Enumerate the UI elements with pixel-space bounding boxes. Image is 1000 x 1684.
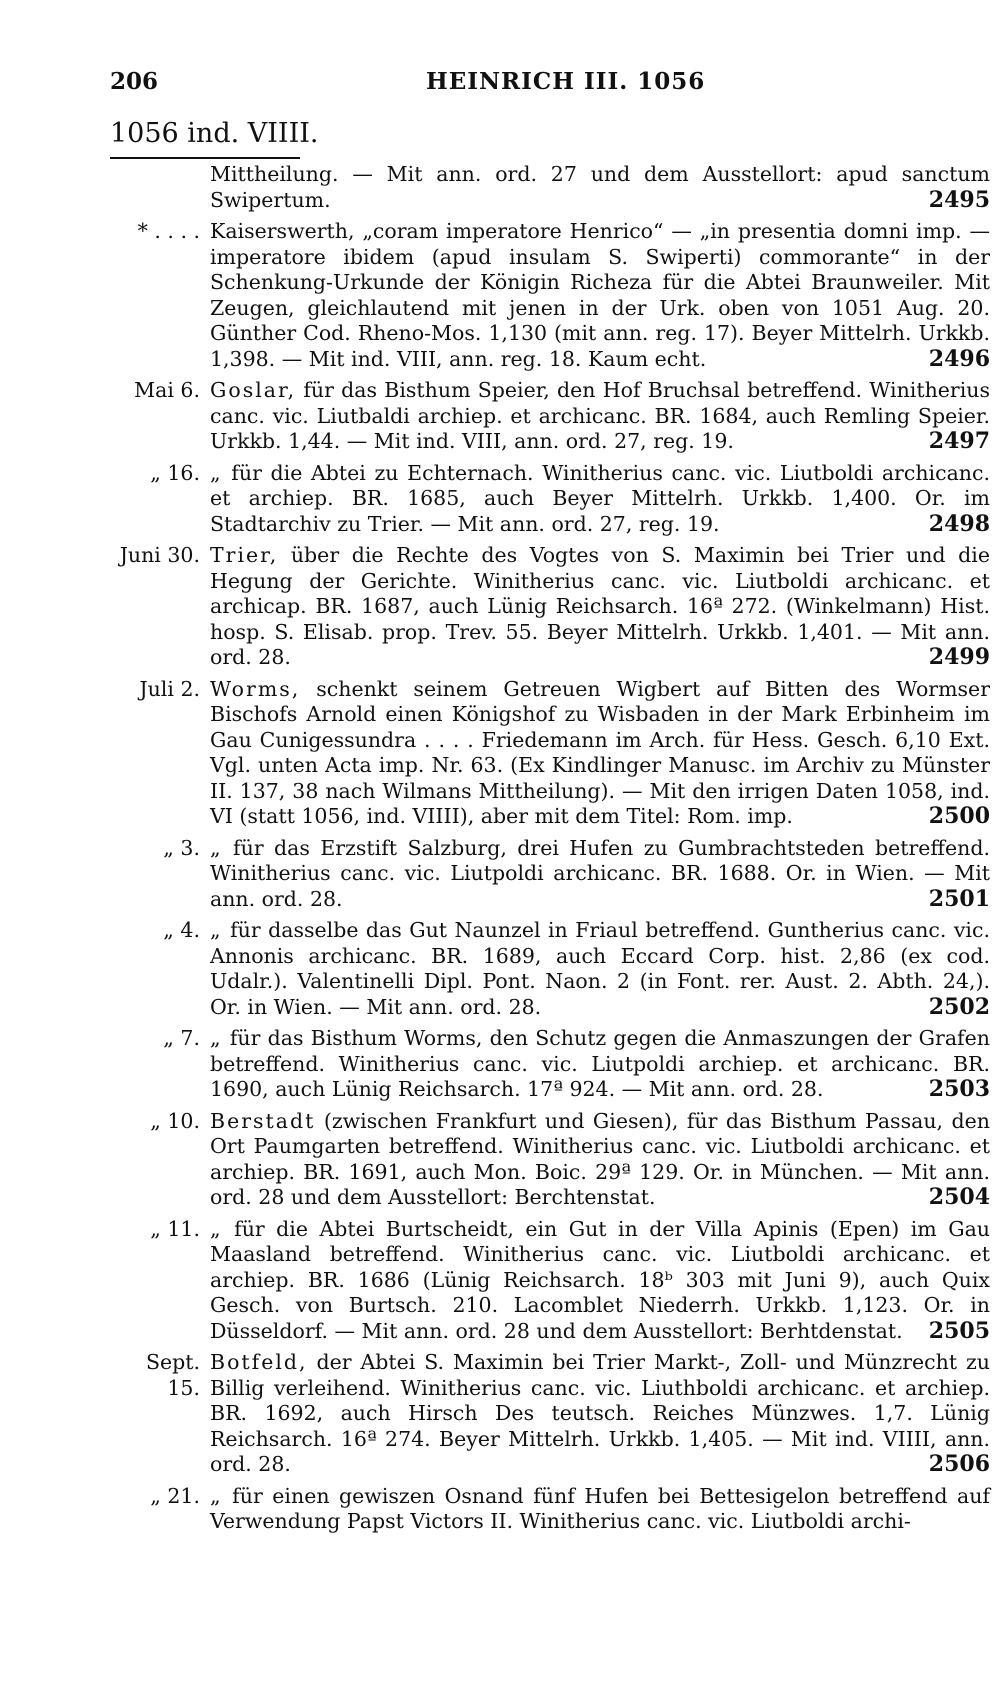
entry-place: Trier, [210,543,279,567]
entry-list [0,162,1000,1541]
entry-place: Worms, [210,676,301,701]
entry-number: 2501 [928,885,990,912]
entry-place: „ [210,835,223,860]
regest-entry [0,378,1000,455]
regest-entry [0,836,1000,913]
entry-text-block [210,1350,990,1478]
entry-place: Berstadt [210,1108,316,1133]
entry-text-block [210,1484,990,1535]
regest-entry [0,543,1000,671]
entry-text-block [210,677,990,830]
entry-place: Botfeld, [210,1350,308,1374]
regest-entry [0,1109,1000,1211]
entry-text-block [210,378,990,455]
entry-date: „ 4. [163,918,200,942]
entry-number: 2506 [928,1451,990,1477]
entry-text: für das Erzstift Salzburg, drei Hufen zu Gumbrachtsteden betreffend. Winitherius canc. vic. Liutpoldi archicanc. BR. 1688. Or. in Wien. — Mit ann. ord. 28. [210,835,990,911]
entry-text-block [210,162,990,213]
regest-entry [0,1350,1000,1478]
entry-number: 2497 [928,428,990,454]
entry-date: „ 11. [150,1216,200,1241]
entry-text: Kaiserswerth, „coram imperatore Henrico“ — „in presentia domni imp. — imperatore ibidem (apud insulam S. Swiperti) commorante“ in der Schenkung-Urkunde der Königin Richeza für die Abtei Braunweiler. Mit Zeugen, gleichlautend mit jenen in der Urk. oben von 1051 Aug. 20. Günther Cod. Rheno-Mos. 1,130 (mit ann. reg. 17). Beyer Mittelrh. Urkkb. 1,398. — Mit ind. VIII, ann. reg. 18. Kaum echt. [210,219,990,371]
entry-place: „ [210,1026,223,1050]
entry-number: 2500 [928,803,990,829]
entry-text-block [210,1109,990,1211]
entry-number: 2496 [928,345,990,372]
regest-entry [0,219,1000,372]
entry-number: 2504 [928,1184,990,1210]
entry-place: „ [210,918,223,942]
entry-text-block [210,543,990,671]
entry-text: für einen gewiszen Osnand fünf Hufen bei Bettesigelon betreffend auf Verwendung Papst Victors II. Winitherius canc. vic. Liutboldi archi- [210,1483,990,1533]
entry-date: * . . . . [137,219,200,243]
entry-text-block [210,219,990,372]
entry-date: „ 16. [150,460,200,485]
heading-rule [110,157,300,159]
entry-text-block [210,836,990,913]
entry-text: über die Rechte des Vogtes von S. Maximin bei Trier und die Hegung der Gerichte. Winitherius canc. vic. Liutboldi archicanc. et archicap. BR. 1687, auch Lünig Reichsarch. 16ª 272. (Winkelmann) Hist. hosp. S. Elisab. prop. Trev. 55. Beyer Mittelrh. Urkkb. 1,401. — Mit ann. ord. 28. [210,543,990,669]
entry-text-block [210,1217,990,1345]
entry-text: für die Abtei Burtscheidt, ein Gut in der Villa Apinis (Epen) im Gau Maasland betreffend. Winitherius canc. vic. Liutboldi archicanc. et archiep. BR. 1686 (Lünig Reichsarch. 18ᵇ 303 mit Juni 9), auch Quix Gesch. von Burtsch. 210. Lacomblet Niederrh. Urkkb. 1,123. Or. in Düsseldorf. — Mit ann. ord. 28 und dem Ausstellort: Berhtdenstat. [210,1216,990,1343]
entry-text: für dasselbe das Gut Naunzel in Friaul betreffend. Guntherius canc. vic. Annonis archicanc. BR. 1689, auch Eccard Corp. hist. 2,86 (ex cod. Udalr.). Valentinelli Dipl. Pont. Naon. 2 (in Font. rer. Aust. 2. Abth. 24,). Or. in Wien. — Mit ann. ord. 28. [210,918,990,1019]
entry-text: (zwischen Frankfurt und Giesen), für das Bisthum Passau, den Ort Paumgarten betreffend. Winitherius canc. vic. Liutboldi archicanc. et archiep. BR. 1691, auch Mon. Boic. 29ª 129. Or. in München. — Mit ann. ord. 28 und dem Ausstellort: Berchtenstat. [210,1108,990,1209]
entry-place: Goslar, [210,378,297,402]
entry-text-block [210,461,990,538]
regest-entry [0,918,1000,1020]
entry-text: für die Abtei zu Echternach. Winitherius canc. vic. Liutboldi archicanc. et archiep. BR. 1685, auch Beyer Mittelrh. Urkkb. 1,400. Or. im Stadtarchiv zu Trier. — Mit ann. ord. 27, reg. 19. [210,460,990,536]
entry-text: Mittheilung. — Mit ann. ord. 27 und dem Ausstellort: apud sanctum Swipertum. [210,162,990,212]
entry-text: für das Bisthum Worms, den Schutz gegen die Anmaszungen der Grafen betreffend. Winitherius canc. vic. Liutpoldi archiep. et archicanc. BR. 1690, auch Lünig Reichsarch. 17ª 924. — Mit ann. ord. 28. [210,1026,990,1101]
entry-date: Mai 6. [134,378,200,402]
entry-place: „ [210,460,223,485]
entry-date: Juli 2. [139,676,200,701]
regest-entry [0,1484,1000,1535]
entry-number: 2505 [928,1317,990,1344]
entry-number: 2503 [928,1076,990,1102]
regest-entry [0,1217,1000,1345]
entry-number: 2498 [928,510,990,537]
running-title: HEINRICH III. 1056 [426,68,706,95]
regest-entry [0,461,1000,538]
regest-entry [0,677,1000,830]
entry-date: Sept. 15. [145,1350,200,1400]
entry-text-block [210,918,990,1020]
entry-text: für das Bisthum Speier, den Hof Bruchsal betreffend. Winitherius canc. vic. Liutbaldi archiep. et archicanc. BR. 1684, auch Remling Speier. Urkkb. 1,44. — Mit ind. VIII, ann. ord. 27, reg. 19. [210,378,990,453]
regest-entry [0,1026,1000,1103]
entry-text: der Abtei S. Maximin bei Trier Markt-, Zoll- und Münzrecht zu Billig verleihend. Winitherius canc. vic. Liuthboldi archicanc. et archiep. BR. 1692, auch Hirsch Des teutsch. Reiches Münzwes. 1,7. Lünig Reichsarch. 16ª 274. Beyer Mittelrh. Urkkb. 1,405. — Mit ind. VIIII, ann. ord. 28. [210,1350,990,1476]
entry-number: 2499 [928,644,990,670]
year-heading: 1056 ind. VIIII. [110,118,319,149]
entry-number: 2502 [928,993,990,1020]
entry-place: „ [210,1216,223,1241]
page-header [110,68,990,98]
regest-entry [0,162,1000,213]
entry-number: 2495 [928,186,990,213]
entry-date: „ 3. [163,835,200,860]
entry-text: schenkt seinem Getreuen Wigbert auf Bitten des Wormser Bischofs Arnold einen Königshof zu Wisbaden in der Mark Erbinheim im Gau Cunigessundra . . . . Friedemann im Arch. für Hess. Gesch. 6,10 Ext. Vgl. unten Acta imp. Nr. 63. (Ex Kindlinger Manusc. im Archiv zu Münster II. 137, 38 nach Wilmans Mittheilung). — Mit den irrigen Daten 1058, ind. VI (statt 1056, ind. VIIII), aber mit dem Titel: Rom. imp. [210,676,990,828]
page-number: 206 [110,68,159,95]
entry-place: „ [210,1483,223,1508]
entry-date: Juni 30. [119,543,200,567]
entry-date: „ 10. [150,1108,200,1133]
entry-date: „ 7. [163,1026,200,1050]
entry-text-block [210,1026,990,1103]
entry-date: „ 21. [150,1483,200,1508]
